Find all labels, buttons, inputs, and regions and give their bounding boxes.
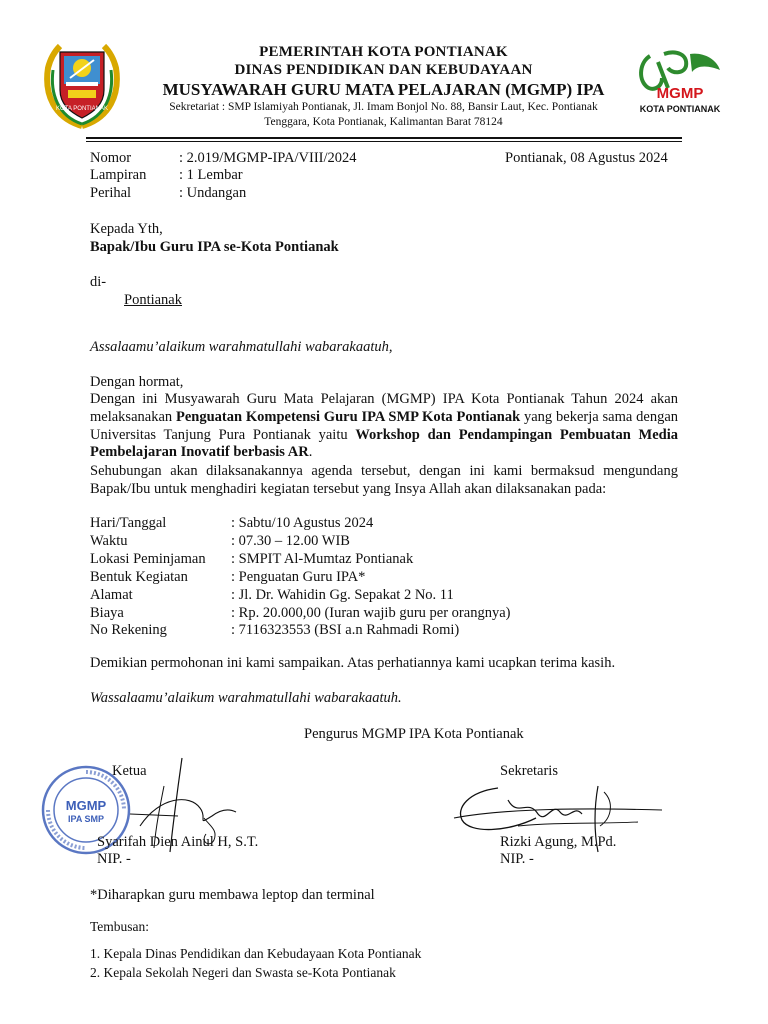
header-address-line2: Tenggara, Kota Pontianak, Kalimantan Barat 78124 xyxy=(264,116,503,128)
workshop-title: Workshop dan Pendampingan Pembuatan Media Pembelajaran Inovatif berbasis AR xyxy=(90,426,678,461)
header-address-line1: Sekretariat : SMP Islamiyah Pontianak, Jl. Imam Bonjol No. 88, Bansir Laut, Kec. Pontianak xyxy=(169,101,598,113)
recipient-salutation: Kepada Yth, xyxy=(90,221,163,237)
closing-greeting: Wassalaamu’alaikum warahmatullahi wabarakaatuh. xyxy=(90,690,402,706)
nomor-label: Nomor xyxy=(90,150,132,166)
tembusan-label: Tembusan: xyxy=(90,919,150,934)
detail-label: Lokasi Peminjaman xyxy=(90,550,206,567)
nomor-value: : 2.019/MGMP-IPA/VIII/2024 xyxy=(179,150,357,166)
header-divider-thin xyxy=(86,141,682,142)
svg-text:KOTA PONTIANAK: KOTA PONTIANAK xyxy=(56,106,108,112)
mgmp-logo xyxy=(632,48,728,118)
ketua-nip: NIP. - xyxy=(97,851,131,867)
ketua-label: Ketua xyxy=(112,763,147,779)
closing-paragraph: Demikian permohonan ini kami sampaikan. Atas perhatiannya kami ucapkan terima kasih. xyxy=(90,655,616,671)
tembusan-item: 1. Kepala Dinas Pendidikan dan Kebudayaan Kota Pontianak xyxy=(90,946,422,961)
svg-text:MGMP: MGMP xyxy=(656,85,704,102)
svg-text:MGMP: MGMP xyxy=(65,798,107,813)
detail-value: : SMPIT Al-Mumtaz Pontianak xyxy=(231,550,414,567)
opening-greeting: Assalaamu’alaikum warahmatullahi wabarakaatuh, xyxy=(90,339,393,355)
detail-value: : Rp. 20.000,00 (Iuran wajib guru per orangnya) xyxy=(231,604,511,621)
detail-value: : Sabtu/10 Agustus 2024 xyxy=(231,515,374,531)
detail-value: : Penguatan Guru IPA* xyxy=(231,568,366,585)
sekretaris-nip: NIP. - xyxy=(500,851,534,867)
header-divider-thick xyxy=(86,137,682,139)
ketua-name: Syarifah Dien Ainul H, S.T. xyxy=(97,834,259,850)
place-date: Pontianak, 08 Agustus 2024 xyxy=(505,150,668,166)
svg-text:IPA SMP: IPA SMP xyxy=(67,814,105,824)
paragraph-invitation: Sehubungan akan dilaksanakannya agenda tersebut, dengan ini kami bermaksud mengundang Bapak/Ibu untuk menghadiri kegiatan tersebut yang Insya Allah akan dilaksanakan pada: xyxy=(90,463,678,497)
header-department: DINAS PENDIDIKAN DAN KEBUDAYAAN xyxy=(234,62,533,78)
recipient-name: Bapak/Ibu Guru IPA se-Kota Pontianak xyxy=(90,239,339,255)
sekretaris-label: Sekretaris xyxy=(500,763,558,779)
footnote: *Diharapkan guru membawa leptop dan terminal xyxy=(90,887,375,903)
header-organization: MUSYAWARAH GURU MATA PELAJARAN (MGMP) IPA xyxy=(162,80,605,99)
sekretaris-name: Rizki Agung, M.Pd. xyxy=(500,834,617,850)
detail-label: No Rekening xyxy=(90,622,167,639)
recipient-di: di- xyxy=(90,274,107,290)
detail-label: Bentuk Kegiatan xyxy=(90,568,188,585)
detail-value: : 7116323553 (BSI a.n Rahmadi Romi) xyxy=(231,622,460,639)
dengan-hormat: Dengan hormat, xyxy=(90,374,184,390)
detail-value: : Jl. Dr. Wahidin Gg. Sepakat 2 No. 11 xyxy=(231,586,454,603)
perihal-label: Perihal xyxy=(90,185,132,201)
detail-label: Biaya xyxy=(90,604,124,621)
detail-value: : 07.30 – 12.00 WIB xyxy=(231,532,350,549)
detail-label: Alamat xyxy=(90,586,133,603)
lampiran-value: : 1 Lembar xyxy=(179,167,243,183)
lampiran-label: Lampiran xyxy=(90,167,147,183)
header-government: PEMERINTAH KOTA PONTIANAK xyxy=(259,44,508,60)
detail-label: Hari/Tanggal xyxy=(90,515,167,531)
event-title: Penguatan Kompetensi Guru IPA SMP Kota Pontianak xyxy=(175,408,521,425)
detail-label: Waktu xyxy=(90,532,128,549)
tembusan-item: 2. Kepala Sekolah Negeri dan Swasta se-Kota Pontianak xyxy=(90,965,396,980)
paragraph-intro: Dengan ini Musyawarah Guru Mata Pelajaran (MGMP) IPA Kota Pontianak Tahun 2024 akan melaksanakan Penguatan Kompetensi Guru IPA SMP Kota Pontianak yang bekerja sama dengan Universitas Tanjung Pura Pontianak yaitu Workshop dan Pendampingan Pembuatan Media Pembelajaran Inovatif berbasis AR. xyxy=(90,391,679,461)
recipient-city: Pontianak xyxy=(124,292,182,308)
perihal-value: : Undangan xyxy=(179,185,247,201)
svg-text:KOTA PONTIANAK: KOTA PONTIANAK xyxy=(639,104,721,114)
signature-organization: Pengurus MGMP IPA Kota Pontianak xyxy=(304,726,524,742)
